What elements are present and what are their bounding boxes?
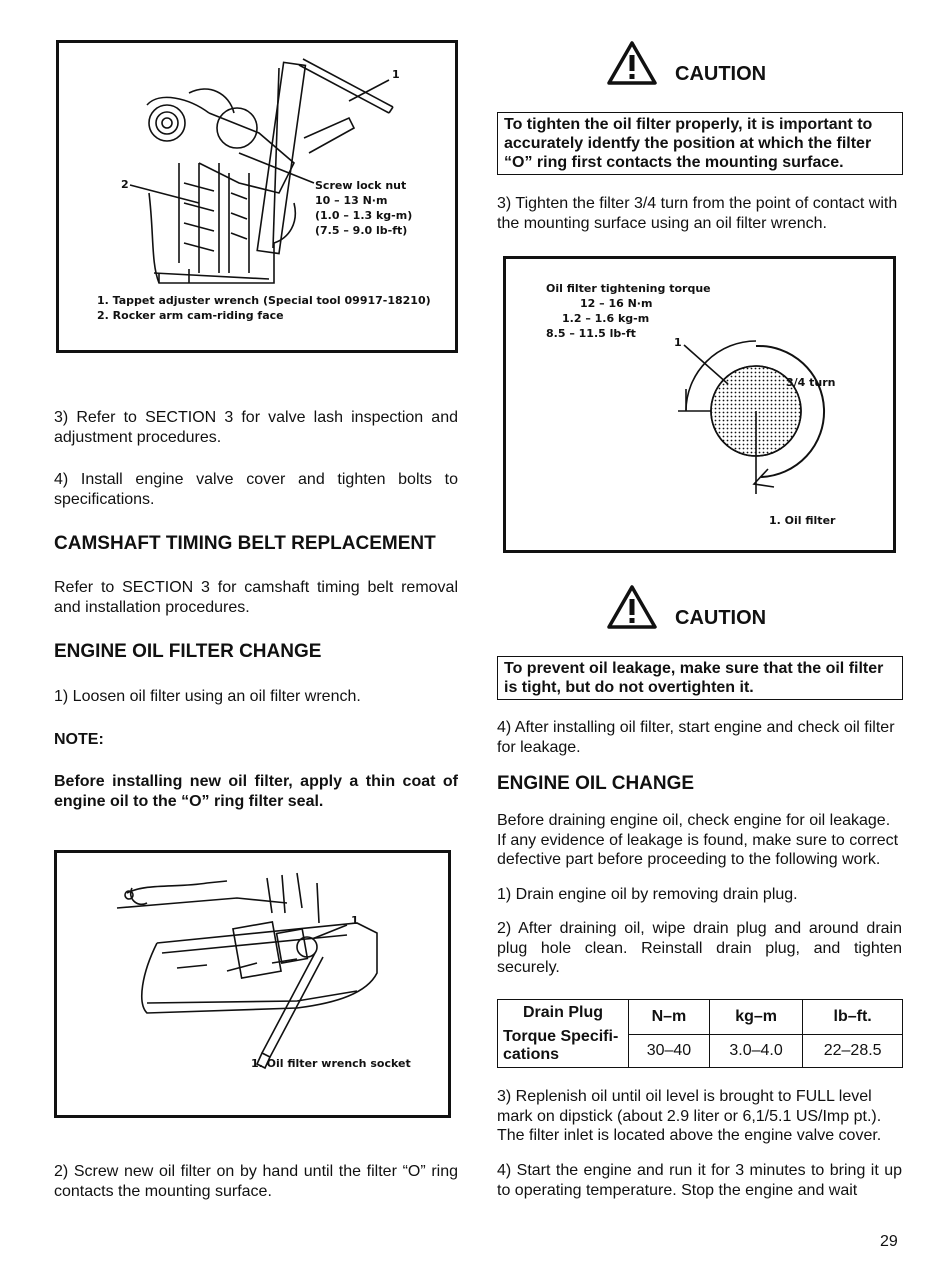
table-header-cell: N–m [629,1000,710,1035]
torque-spec [546,281,711,341]
figure-oil-filter-torque [503,256,896,553]
drain-plug-torque-table [497,999,903,1068]
figure-legend: 1. Oil filter [769,514,836,527]
page-number: 29 [880,1233,898,1250]
spec-line: 8.5 – 11.5 lb-ft [546,327,636,340]
spec-line: 12 – 16 N·m [580,297,653,310]
table-header-cell: lb–ft. [803,1000,903,1035]
figure-wrench-socket [54,850,451,1118]
spec-line: (1.0 – 1.3 kg-m) [315,209,413,222]
caution-box-oring: To tighten the oil filter properly, it is important to accurately identfy the position at which the filter “O” ring first contacts the mounting surface. [497,112,903,175]
table-label-cell [498,1000,629,1068]
paragraph-drain-step2: 2) After draining oil, wipe drain plug and around drain plug hole clean. Reinstall drain plug, and tighten securely. [497,920,902,976]
paragraph-step3-lash: 3) Refer to SECTION 3 for valve lash inspection and adjustment procedures. [54,409,458,446]
legend-item: 1. Tappet adjuster wrench (Special tool 09917-18210) [97,294,431,307]
caution-title: CAUTION [675,63,767,85]
caution-title: CAUTION [675,607,767,629]
spec-line: (7.5 – 9.0 lb-ft) [315,224,408,237]
spec-line: 1.2 – 1.6 kg-m [562,312,650,325]
legend-item: 2. Rocker arm cam-riding face [97,309,284,322]
table-value-cell: 3.0–4.0 [709,1035,802,1068]
paragraph-filter-step2: 2) Screw new oil filter on by hand until the filter “O” ring contacts the mounting surface. [54,1163,458,1200]
screw-lock-spec [315,178,412,238]
paragraph-tighten-3-4: 3) Tighten the filter 3/4 turn from the point of contact with the mounting surface using an oil filter wrench. [497,195,898,232]
heading-oil-change: ENGINE OIL CHANGE [497,773,695,794]
paragraph-start-engine: 4) Start the engine and run it for 3 minutes to bring it up to operating temperature. Stop the engine and wait [497,1162,902,1199]
figure-legend: 1. Oil filter wrench socket [251,1057,411,1070]
callout-1: 1 [392,68,400,81]
figure-tappet-adjust [56,40,458,353]
table-value-cell: 22–28.5 [803,1035,903,1068]
warning-triangle-icon [606,40,658,86]
spec-line: 10 – 13 N·m [315,194,388,207]
callout-2: 2 [121,178,129,191]
wrench-socket-illustration [57,853,448,1115]
spec-line: Oil filter tightening torque [546,282,711,295]
callout-1: 1 [674,336,682,349]
paragraph-drain-step1: 1) Drain engine oil by removing drain plug. [497,886,798,903]
heading-camshaft: CAMSHAFT TIMING BELT REPLACEMENT [54,533,436,554]
note-text: Before installing new oil filter, apply a thin coat of engine oil to the “O” ring filter seal. [54,773,458,810]
paragraph-filter-step1: 1) Loosen oil filter using an oil filter wrench. [54,688,361,705]
spec-line: Screw lock nut [315,179,407,192]
caution-box-overtighten: To prevent oil leakage, make sure that the oil filter is tight, but do not overtighten it. [497,656,903,700]
heading-oil-filter: ENGINE OIL FILTER CHANGE [54,641,322,662]
paragraph-camshaft: Refer to SECTION 3 for camshaft timing belt removal and installation procedures. [54,579,458,616]
figure-legend [97,293,431,323]
paragraph-oil-intro: Before draining engine oil, check engine for oil leakage. If any evidence of leakage is found, make sure to correct defective part before proceeding to the following work. [497,812,899,868]
paragraph-replenish: 3) Replenish oil until oil level is brought to FULL level mark on dipstick (about 2.9 liter or 6,1/5.1 US/Imp pt.). The filter inlet is located above the engine valve cover. [497,1088,882,1144]
note-label: NOTE: [54,731,104,748]
table-label-line: Torque Specifi-cations [503,1027,619,1063]
table-header-cell: kg–m [709,1000,802,1035]
paragraph-step4-cover: 4) Install engine valve cover and tighten bolts to specifications. [54,471,458,508]
table-value-cell: 30–40 [629,1035,710,1068]
turn-label: 3/4 turn [786,376,836,389]
warning-triangle-icon [606,584,658,630]
table-label-line: Drain Plug [522,1003,603,1021]
paragraph-after-install: 4) After installing oil filter, start engine and check oil filter for leakage. [497,719,895,756]
callout-1: 1 [351,914,359,927]
